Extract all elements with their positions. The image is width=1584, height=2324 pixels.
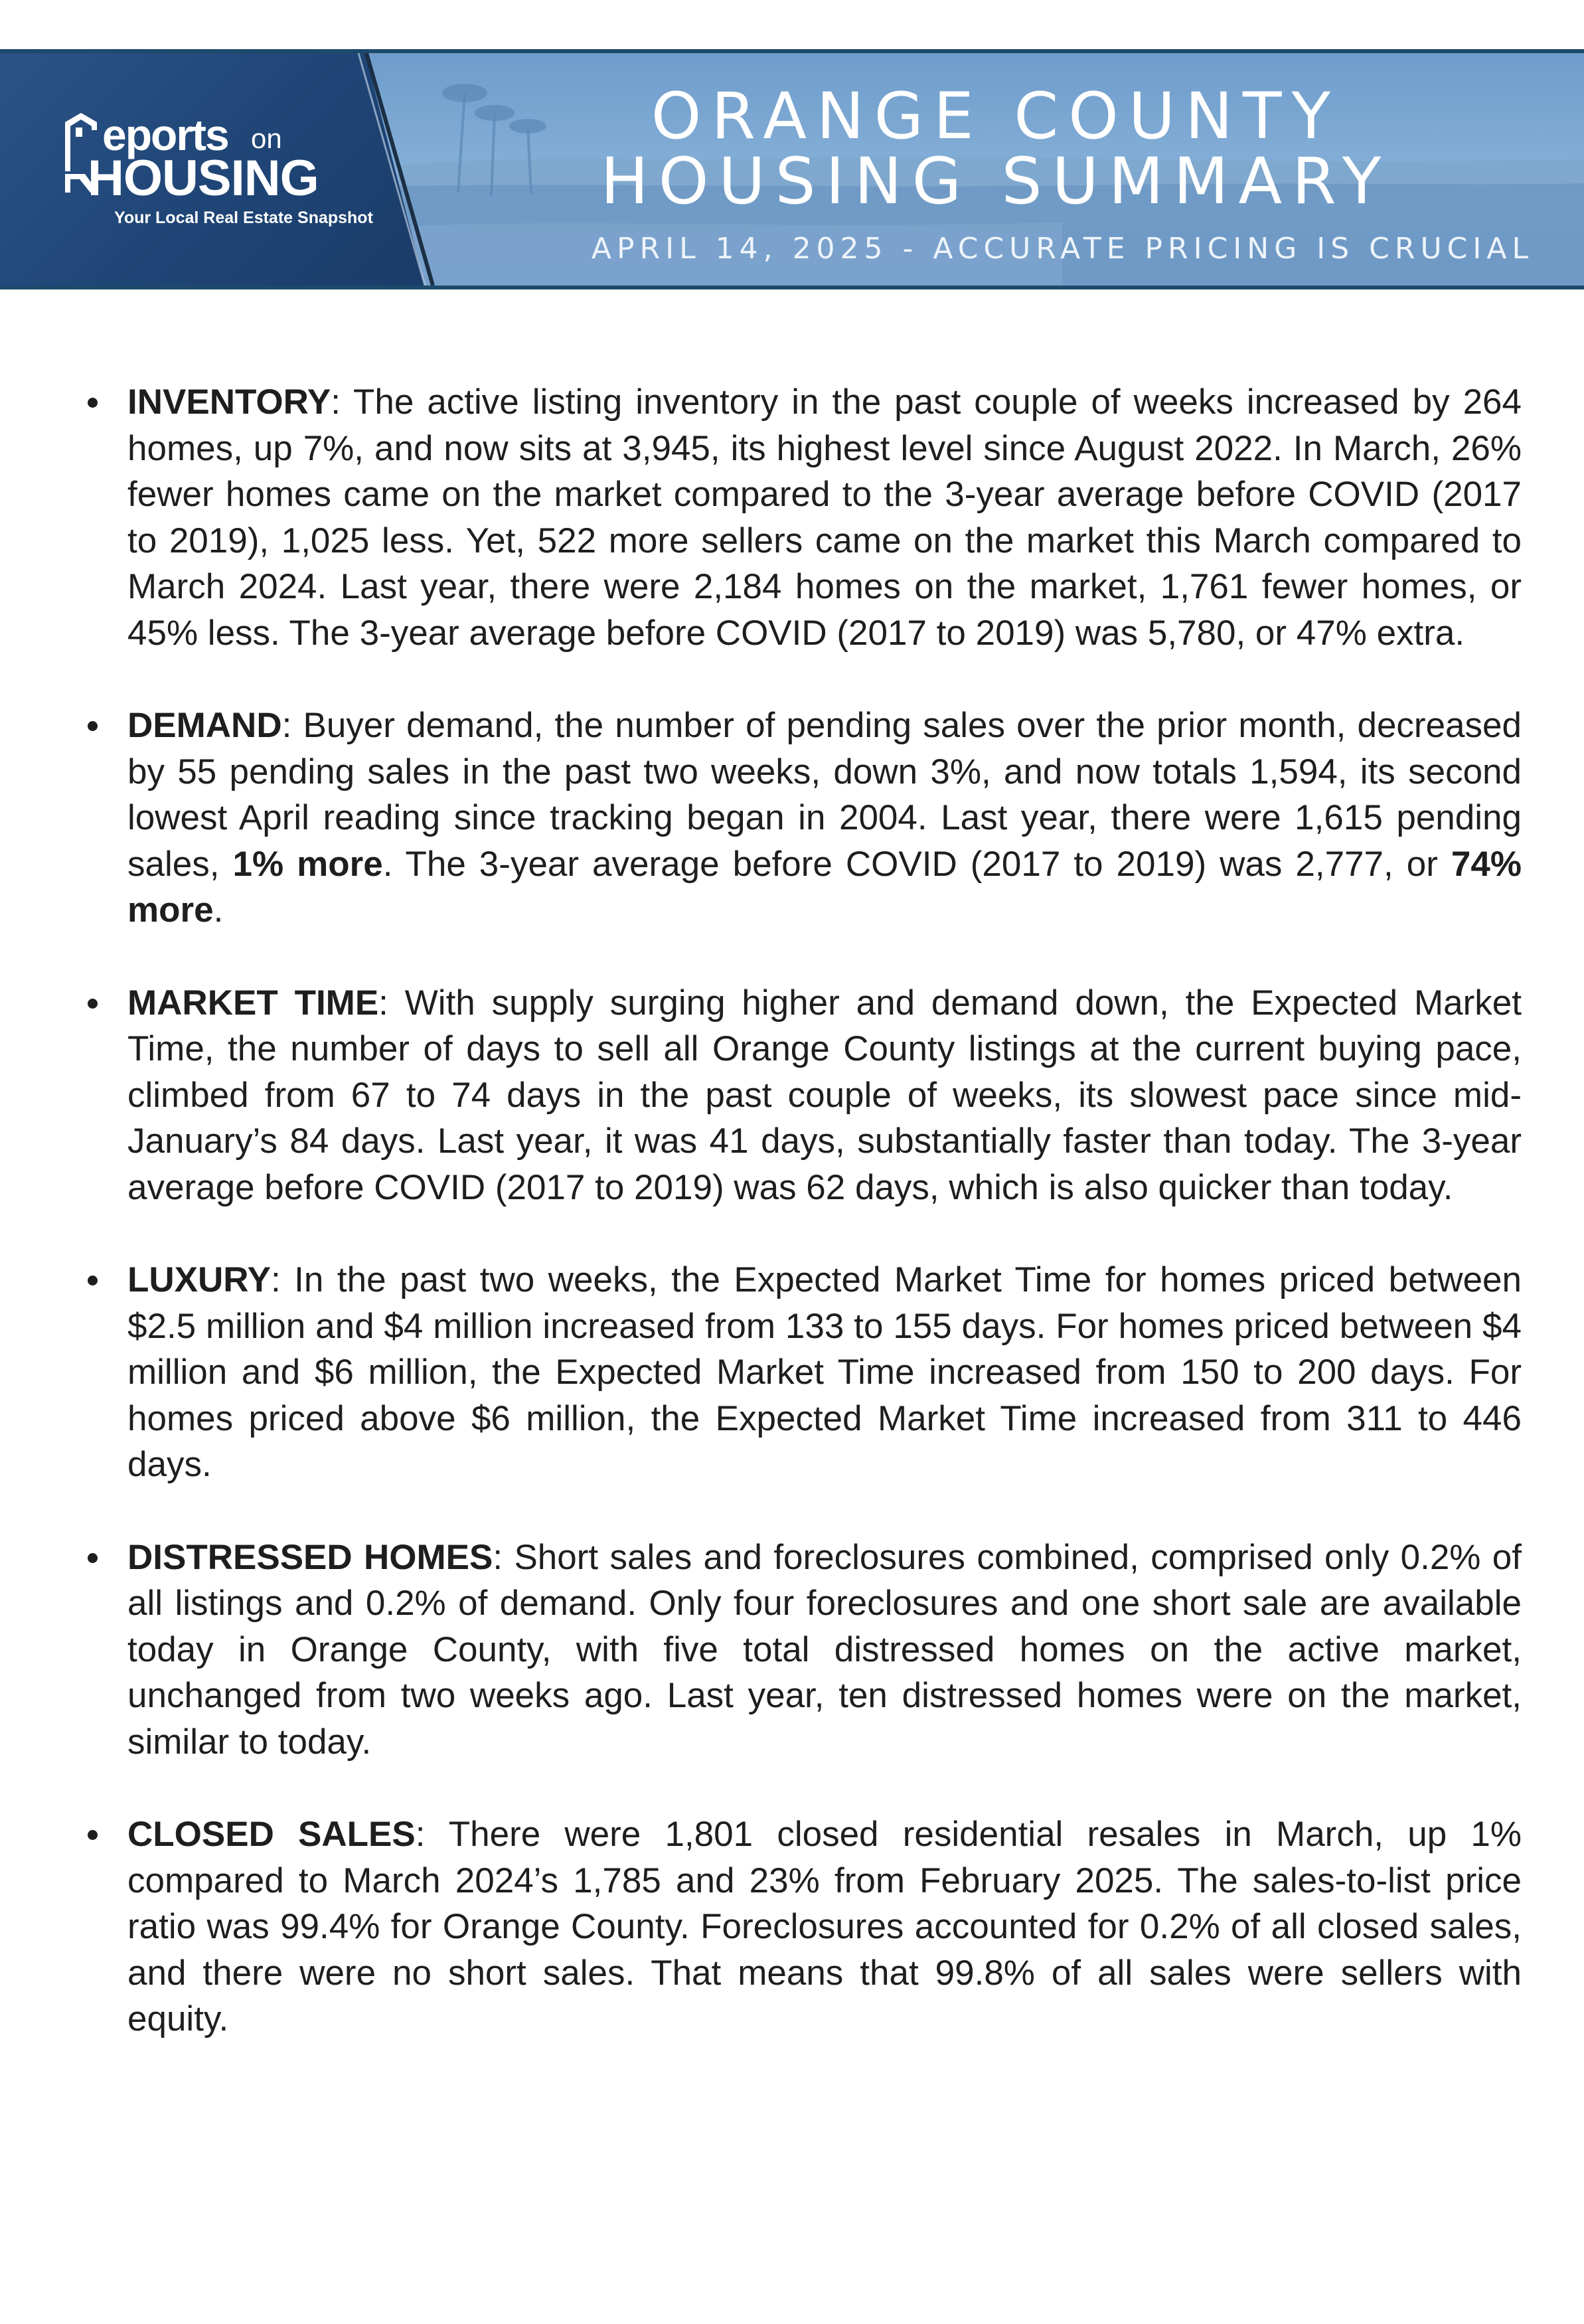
section-text: : The active listing inventory in the past couple of weeks increased by 264 homes, up 7%, and now sits at 3,945, its highest level since August 2022. In March, 26% fewer homes came on the market compared to the 3-year average before COVID (2017 to 2019), 1,025 less. Yet, 522 more sellers came on the market this March compared to March 2024. Last year, there were 2,184 homes on the market, 1,761 fewer homes, or 45% less. The 3-year average before COVID (2017 to 2019) was 5,780, or 47% extra. [127, 382, 1522, 653]
title-line-1: ORANGE COUNTY [651, 79, 1341, 153]
reports-on-housing-logo [61, 110, 393, 243]
distressed-homes-section [85, 1535, 1522, 1766]
inventory-section [85, 379, 1522, 656]
section-label: DISTRESSED HOMES [127, 1537, 493, 1577]
logo-word-reports: eports [102, 110, 228, 159]
section-text: : In the past two weeks, the Expected Market Time for homes priced between $2.5 million and $4 million increased from 133 to 155 days. For homes priced between $4 million and $6 million, the Expected Market Time increased from 150 to 200 days. For homes priced above $6 million, the Expected Market Time increased from 311 to 446 days. [127, 1260, 1522, 1484]
summary-content [85, 344, 1522, 2089]
logo-word-on: on [251, 123, 282, 154]
section-text: : Short sales and foreclosures combined, comprised only 0.2% of all listings and 0.2% of demand. Only four foreclosures and one short sale are available today in Orange County, with five total distressed homes on the active market, unchanged from two weeks ago. Last year, ten distressed homes were on the market, similar to today. [127, 1537, 1522, 1762]
section-label: LUXURY [127, 1260, 271, 1299]
logo-tagline: Your Local Real Estate Snapshot [114, 208, 373, 227]
section-label: INVENTORY [127, 382, 331, 422]
section-label: MARKET TIME [127, 983, 379, 1023]
closed-sales-section [85, 1811, 1522, 2042]
section-text: . [213, 890, 224, 930]
market-time-section [85, 980, 1522, 1211]
highlight-text: 1% more [232, 844, 383, 884]
luxury-section [85, 1257, 1522, 1488]
section-text: : There were 1,801 closed residential resales in March, up 1% compared to March 2024’s 1,785 and 23% from February 2025. The sales-to-list price ratio was 99.4% for Orange County. Foreclosures accounted for 0.2% of all closed sales, and there were no short sales. That means that 99.8% of all sales were sellers with equity. [127, 1815, 1522, 2038]
report-subtitle: APRIL 14, 2025 - ACCURATE PRICING IS CRUCIAL [591, 232, 1534, 266]
demand-section [85, 703, 1522, 934]
title-line-2: HOUSING SUMMARY [600, 144, 1391, 218]
section-text: : Buyer demand, the number of pending sales over the prior month, decreased by 55 pending sales in the past two weeks, down 3%, and now totals 1,594, its second lowest April reading since tracking began in 2004. Last year, there were 1,615 pending sales, [127, 706, 1522, 884]
section-text: . The 3-year average before COVID (2017 to 2019) was 2,777, or [382, 844, 1451, 884]
highlight-text: 74% more [127, 844, 1522, 930]
section-text: : With supply surging higher and demand down, the Expected Market Time, the number of days to sell all Orange County listings at the current buying pace, climbed from 67 to 74 days in the past couple of weeks, its slowest pace since mid-January’s 84 days. Last year, it was 41 days, substantially faster than today. The 3-year average before COVID (2017 to 2019) was 62 days, which is also quicker than today. [127, 983, 1522, 1207]
header-banner [0, 49, 1584, 290]
section-label: DEMAND [127, 706, 282, 745]
section-label: CLOSED SALES [127, 1815, 416, 1854]
logo-word-housing: HOUSING [88, 150, 319, 207]
